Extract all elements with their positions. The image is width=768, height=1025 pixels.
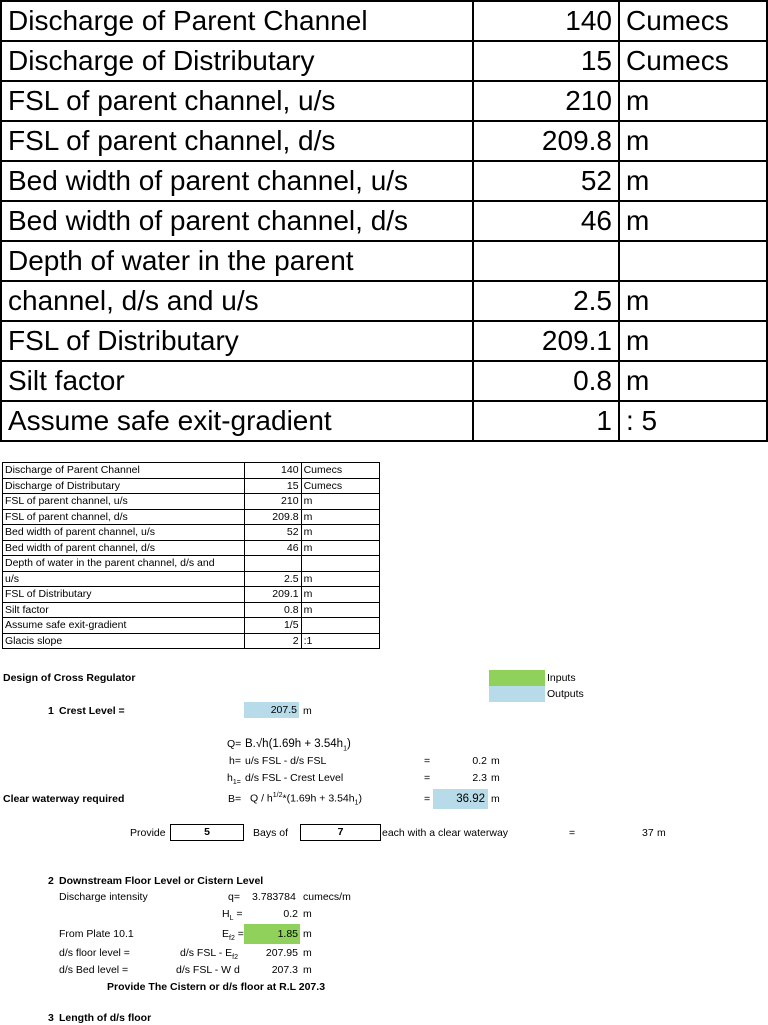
big-table-label-cell: FSL of Distributary bbox=[1, 321, 473, 361]
small-table-row bbox=[3, 633, 380, 649]
ds-floor-expression-sub: f2 bbox=[232, 954, 238, 962]
ef-value: 1.85 bbox=[244, 924, 300, 944]
h1-unit: m bbox=[491, 772, 500, 784]
legend-outputs-swatch bbox=[489, 686, 545, 702]
small-table-row bbox=[3, 587, 380, 603]
big-table-unit-cell: m bbox=[619, 81, 767, 121]
b-value: 36.92 bbox=[433, 789, 488, 809]
hl-symbol-eq: = bbox=[233, 908, 243, 920]
hl-value: 0.2 bbox=[283, 908, 298, 920]
crest-label: Crest Level = bbox=[59, 705, 125, 717]
big-table-unit-cell: m bbox=[619, 321, 767, 361]
big-table-row bbox=[1, 41, 767, 81]
small-table-row bbox=[3, 571, 380, 587]
big-table-row bbox=[1, 1, 767, 41]
big-table-unit-cell: Cumecs bbox=[619, 41, 767, 81]
small-table-value-cell: 2 bbox=[245, 633, 301, 649]
provide-total: 37 bbox=[642, 827, 654, 839]
legend-inputs-label: Inputs bbox=[547, 672, 576, 684]
h1-label-main: h bbox=[227, 772, 233, 784]
small-table-value-cell: 52 bbox=[245, 525, 301, 541]
big-table-value-cell: 2.5 bbox=[473, 281, 619, 321]
big-table-row bbox=[1, 201, 767, 241]
small-table-unit-cell bbox=[301, 556, 379, 572]
small-table-unit-cell: m bbox=[301, 525, 379, 541]
small-table-label-cell: u/s bbox=[3, 571, 245, 587]
ds-bed-unit: m bbox=[303, 964, 312, 976]
h-equals: = bbox=[424, 755, 431, 767]
clear-waterway-label: Clear waterway required bbox=[3, 793, 125, 805]
big-parameter-table bbox=[0, 0, 768, 442]
big-table-label-cell: Discharge of Distributary bbox=[1, 41, 473, 81]
small-table-unit-cell: m bbox=[301, 540, 379, 556]
small-table-label-cell: Assume safe exit-gradient bbox=[3, 618, 245, 634]
small-parameter-table bbox=[2, 462, 380, 649]
hl-symbol bbox=[222, 907, 243, 926]
h1-value: 2.3 bbox=[472, 772, 487, 784]
crest-number: 1 bbox=[48, 705, 54, 717]
small-table-label-cell: Discharge of Distributary bbox=[3, 478, 245, 494]
section3-title: Length of d/s floor bbox=[59, 1012, 152, 1024]
big-table-unit-cell: Cumecs bbox=[619, 1, 767, 41]
q-value: 3.783784 bbox=[252, 891, 296, 903]
q-expression-close: ) bbox=[346, 738, 351, 750]
big-table-value-cell bbox=[473, 241, 619, 281]
small-table-row bbox=[3, 478, 380, 494]
small-table-label-cell: FSL of parent channel, u/s bbox=[3, 494, 245, 510]
big-table-label-cell: Assume safe exit-gradient bbox=[1, 401, 473, 441]
big-table-label-cell: Silt factor bbox=[1, 361, 473, 401]
ef-symbol-sub: f2 bbox=[229, 935, 235, 943]
section2-number: 2 bbox=[48, 875, 54, 887]
small-table-row bbox=[3, 618, 380, 634]
b-equals: = bbox=[424, 793, 431, 805]
big-table-label-cell: Discharge of Parent Channel bbox=[1, 1, 473, 41]
big-table-row bbox=[1, 121, 767, 161]
big-table-unit-cell: : 5 bbox=[619, 401, 767, 441]
q-unit: cumecs/m bbox=[303, 891, 351, 903]
big-table-unit-cell: m bbox=[619, 121, 767, 161]
legend-inputs-swatch bbox=[489, 670, 545, 686]
big-table-value-cell: 209.8 bbox=[473, 121, 619, 161]
big-table-value-cell: 0.8 bbox=[473, 361, 619, 401]
small-table-label-cell: Bed width of parent channel, d/s bbox=[3, 540, 245, 556]
small-table-value-cell: 2.5 bbox=[245, 571, 301, 587]
q-expression-main: B.√h(1.69h + 3.54h bbox=[245, 738, 344, 750]
ds-floor-value: 207.95 bbox=[265, 947, 298, 959]
big-table-unit-cell: m bbox=[619, 201, 767, 241]
big-table-row bbox=[1, 361, 767, 401]
small-table-unit-cell: m bbox=[301, 602, 379, 618]
big-table-row bbox=[1, 401, 767, 441]
q-symbol: q= bbox=[228, 891, 240, 903]
big-table-label-cell: Bed width of parent channel, u/s bbox=[1, 161, 473, 201]
big-table-unit-cell: m bbox=[619, 361, 767, 401]
ds-floor-label: d/s floor level = bbox=[59, 947, 130, 959]
provide-equals: = bbox=[569, 827, 576, 839]
big-table-row bbox=[1, 161, 767, 201]
ds-floor-expression-main: d/s FSL - E bbox=[180, 947, 233, 959]
bay-width-box: 7 bbox=[300, 824, 381, 841]
small-table-value-cell: 209.1 bbox=[245, 587, 301, 603]
provide-unit: m bbox=[657, 827, 666, 839]
big-table-unit-cell bbox=[619, 241, 767, 281]
small-table-row bbox=[3, 463, 380, 479]
section3-number: 3 bbox=[48, 1012, 54, 1024]
big-table-value-cell: 210 bbox=[473, 81, 619, 121]
big-table-unit-cell: m bbox=[619, 161, 767, 201]
provide-cistern-text: Provide The Cistern or d/s floor at R.L 207.3 bbox=[107, 981, 326, 993]
small-table-unit-cell: Cumecs bbox=[301, 478, 379, 494]
small-table-label-cell: Glacis slope bbox=[3, 633, 245, 649]
big-table-value-cell: 1 bbox=[473, 401, 619, 441]
hl-symbol-main: H bbox=[222, 908, 230, 920]
small-table-unit-cell: :1 bbox=[301, 633, 379, 649]
small-table-value-cell: 1/5 bbox=[245, 618, 301, 634]
hl-unit: m bbox=[303, 908, 312, 920]
small-table-row bbox=[3, 525, 380, 541]
h-expression: u/s FSL - d/s FSL bbox=[245, 755, 327, 767]
big-table-value-cell: 209.1 bbox=[473, 321, 619, 361]
big-table-row bbox=[1, 241, 767, 281]
big-table-value-cell: 15 bbox=[473, 41, 619, 81]
small-table-label-cell: Discharge of Parent Channel bbox=[3, 463, 245, 479]
small-table-value-cell: 140 bbox=[245, 463, 301, 479]
big-table-label-cell: Depth of water in the parent bbox=[1, 241, 473, 281]
design-title: Design of Cross Regulator bbox=[3, 672, 136, 684]
b-unit: m bbox=[491, 793, 500, 805]
ef-unit: m bbox=[303, 928, 312, 940]
big-table-label-cell: Bed width of parent channel, d/s bbox=[1, 201, 473, 241]
small-table-unit-cell: m bbox=[301, 587, 379, 603]
small-table-label-cell: Silt factor bbox=[3, 602, 245, 618]
b-expression-rest: *(1.69h + 3.54h bbox=[282, 792, 355, 805]
big-table-value-cell: 52 bbox=[473, 161, 619, 201]
provide-label: Provide bbox=[130, 827, 166, 839]
plate-reference: From Plate 10.1 bbox=[59, 928, 134, 940]
b-expression bbox=[250, 789, 362, 811]
h-label: h= bbox=[229, 755, 241, 767]
big-table-value-cell: 140 bbox=[473, 1, 619, 41]
big-table-label-cell: FSL of parent channel, u/s bbox=[1, 81, 473, 121]
big-table-row bbox=[1, 321, 767, 361]
small-table-value-cell: 15 bbox=[245, 478, 301, 494]
b-expression-main: Q / h bbox=[250, 792, 273, 805]
crest-value: 207.5 bbox=[244, 702, 299, 718]
legend-outputs-label: Outputs bbox=[547, 688, 584, 700]
small-table-unit-cell bbox=[301, 618, 379, 634]
big-table-unit-cell: m bbox=[619, 281, 767, 321]
b-label: B= bbox=[228, 793, 242, 805]
q-label: Q= bbox=[227, 738, 242, 750]
b-expression-sup: 1/2 bbox=[272, 792, 283, 799]
small-table-row bbox=[3, 602, 380, 618]
small-table-unit-cell: Cumecs bbox=[301, 463, 379, 479]
small-table-value-cell: 0.8 bbox=[245, 602, 301, 618]
small-table-label-cell: FSL of Distributary bbox=[3, 587, 245, 603]
big-table-value-cell: 46 bbox=[473, 201, 619, 241]
ds-bed-label: d/s Bed level = bbox=[59, 964, 129, 976]
big-table-row bbox=[1, 281, 767, 321]
big-table-label-cell: FSL of parent channel, d/s bbox=[1, 121, 473, 161]
ds-floor-unit: m bbox=[303, 947, 312, 959]
bays-of-label: Bays of bbox=[253, 827, 289, 839]
section2-title: Downstream Floor Level or Cistern Level bbox=[59, 875, 264, 887]
ef-symbol-eq: = bbox=[234, 928, 244, 940]
small-table-unit-cell: m bbox=[301, 509, 379, 525]
ef-symbol-main: E bbox=[222, 928, 230, 940]
h-unit: m bbox=[491, 755, 500, 767]
small-table-unit-cell: m bbox=[301, 571, 379, 587]
small-table-row bbox=[3, 494, 380, 510]
ds-bed-expression: d/s FSL - W d bbox=[176, 964, 240, 976]
crest-unit: m bbox=[303, 705, 312, 717]
b-expression-close: ) bbox=[358, 792, 363, 805]
hl-symbol-sub: L bbox=[229, 915, 234, 923]
small-table-label-cell: Bed width of parent channel, u/s bbox=[3, 525, 245, 541]
ds-bed-value: 207.3 bbox=[271, 964, 298, 976]
small-table-row bbox=[3, 509, 380, 525]
small-table-label-cell: Depth of water in the parent channel, d/s and bbox=[3, 556, 245, 572]
small-table-row bbox=[3, 556, 380, 572]
h1-label-sub: 1= bbox=[232, 779, 241, 787]
small-table-unit-cell: m bbox=[301, 494, 379, 510]
small-table-value-cell: 209.8 bbox=[245, 509, 301, 525]
small-table-label-cell: FSL of parent channel, d/s bbox=[3, 509, 245, 525]
big-table-row bbox=[1, 81, 767, 121]
h1-equals: = bbox=[424, 772, 431, 784]
h-value: 0.2 bbox=[472, 755, 487, 767]
bays-count-box: 5 bbox=[170, 824, 244, 841]
big-table-label-cell: channel, d/s and u/s bbox=[1, 281, 473, 321]
h1-expression: d/s FSL - Crest Level bbox=[245, 772, 344, 784]
small-table-row bbox=[3, 540, 380, 556]
small-table-value-cell: 46 bbox=[245, 540, 301, 556]
q-expression-sub: 1 bbox=[343, 745, 347, 753]
small-table-value-cell bbox=[245, 556, 301, 572]
each-waterway-label: each with a clear waterway bbox=[382, 827, 509, 839]
discharge-intensity-label: Discharge intensity bbox=[59, 891, 148, 903]
small-table-value-cell: 210 bbox=[245, 494, 301, 510]
b-expression-sub: 1 bbox=[354, 799, 359, 807]
h1-label bbox=[227, 771, 241, 790]
ef-symbol bbox=[222, 927, 244, 946]
